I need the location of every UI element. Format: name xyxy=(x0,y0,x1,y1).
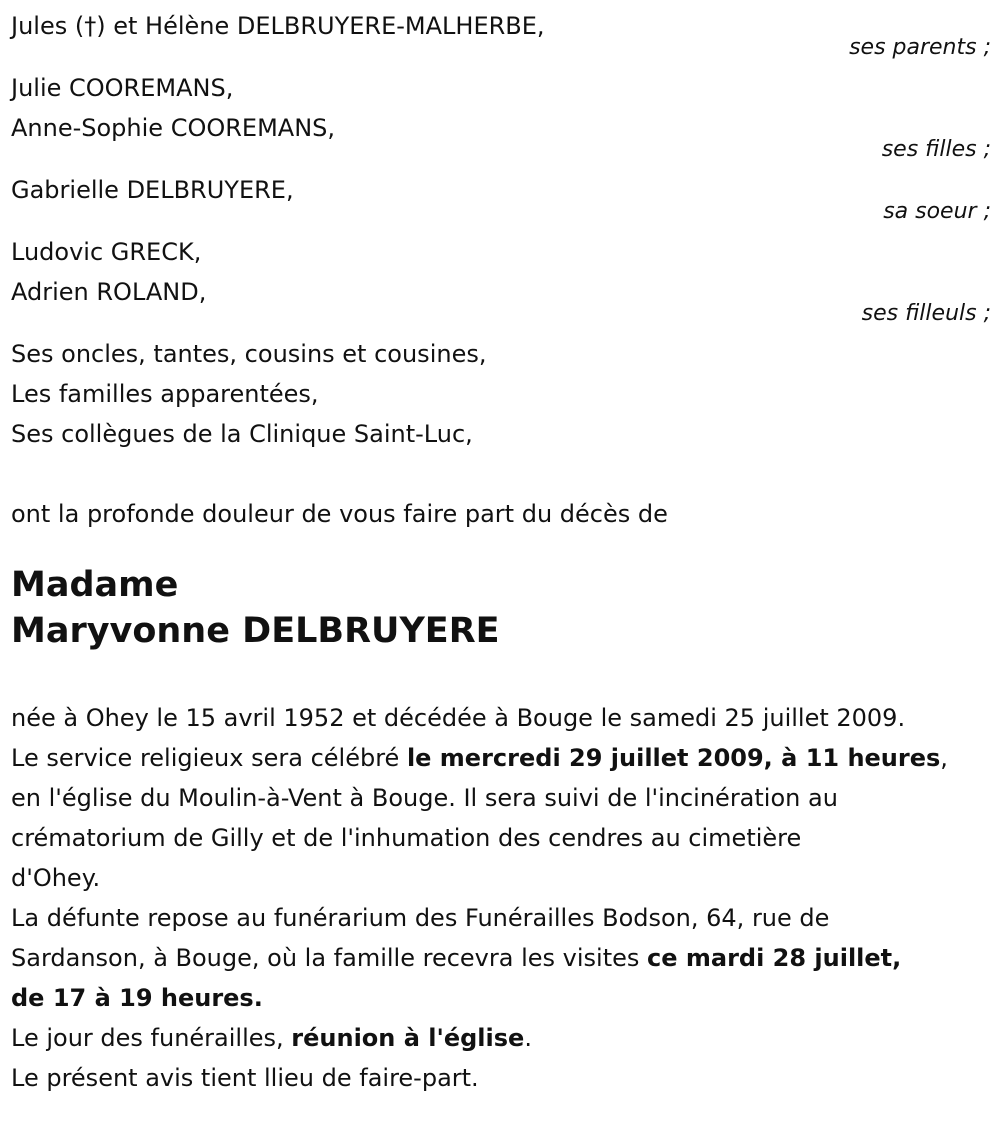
others-block xyxy=(11,334,991,454)
cemetery-line: d'Ohey. xyxy=(11,864,101,892)
visits-hours-line xyxy=(11,978,991,1018)
deceased-name-block xyxy=(11,562,991,654)
repose-line: La défunte repose au funérarium des Funérailles Bodson, 64, rue de xyxy=(11,904,830,932)
deceased-name: Maryvonne DELBRUYERE xyxy=(11,611,500,651)
visits-prefix: Sardanson, à Bouge, où la famille recevra les visites xyxy=(11,944,647,972)
service-line xyxy=(11,738,991,778)
parents-role: ses parents ; xyxy=(849,35,991,60)
details-paragraph xyxy=(11,698,991,1098)
daughters-role: ses filles ; xyxy=(881,137,991,162)
others-line: Les familles apparentées, xyxy=(11,380,319,408)
sister-name: Gabrielle DELBRUYERE, xyxy=(11,176,294,204)
others-line: Ses collègues de la Clinique Saint-Luc, xyxy=(11,420,473,448)
church-line: en l'église du Moulin-à-Vent à Bouge. Il sera suivi de l'incinération au xyxy=(11,784,838,812)
deceased-title: Madame xyxy=(11,565,179,605)
parents-block xyxy=(11,6,991,60)
sister-role: sa soeur ; xyxy=(883,199,991,224)
sister-block xyxy=(11,170,991,224)
service-date: le mercredi 29 juillet 2009, à 11 heures xyxy=(406,744,941,772)
announcement-intro: ont la profonde douleur de vous faire part du décès de xyxy=(11,500,668,528)
visits-hours: de 17 à 19 heures. xyxy=(11,984,263,1012)
parents-names: Jules (†) et Hélène DELBRUYERE-MALHERBE, xyxy=(11,12,545,40)
visits-date: ce mardi 28 juillet, xyxy=(647,944,902,972)
daughter-name: Anne-Sophie COOREMANS, xyxy=(11,114,336,142)
daughter-name: Julie COOREMANS, xyxy=(11,74,234,102)
funeral-prefix: Le jour des funérailles, xyxy=(11,1024,292,1052)
birth-death-line: née à Ohey le 15 avril 1952 et décédée à Bouge le samedi 25 juillet 2009. xyxy=(11,704,906,732)
service-prefix: Le service religieux sera célébré xyxy=(11,744,407,772)
godson-name: Adrien ROLAND, xyxy=(11,278,207,306)
closing-line: Le présent avis tient llieu de faire-part. xyxy=(11,1064,479,1092)
godsons-block xyxy=(11,232,991,326)
funeral-line xyxy=(11,1018,991,1058)
obituary-notice xyxy=(11,6,991,1098)
crematorium-line: crématorium de Gilly et de l'inhumation des cendres au cimetière xyxy=(11,824,802,852)
godson-name: Ludovic GRECK, xyxy=(11,238,202,266)
daughters-block xyxy=(11,68,991,162)
others-line: Ses oncles, tantes, cousins et cousines, xyxy=(11,340,487,368)
funeral-suffix: . xyxy=(524,1024,532,1052)
funeral-meeting: réunion à l'église xyxy=(291,1024,525,1052)
godsons-role: ses filleuls ; xyxy=(861,301,991,326)
visits-line xyxy=(11,938,991,978)
service-suffix: , xyxy=(940,744,948,772)
